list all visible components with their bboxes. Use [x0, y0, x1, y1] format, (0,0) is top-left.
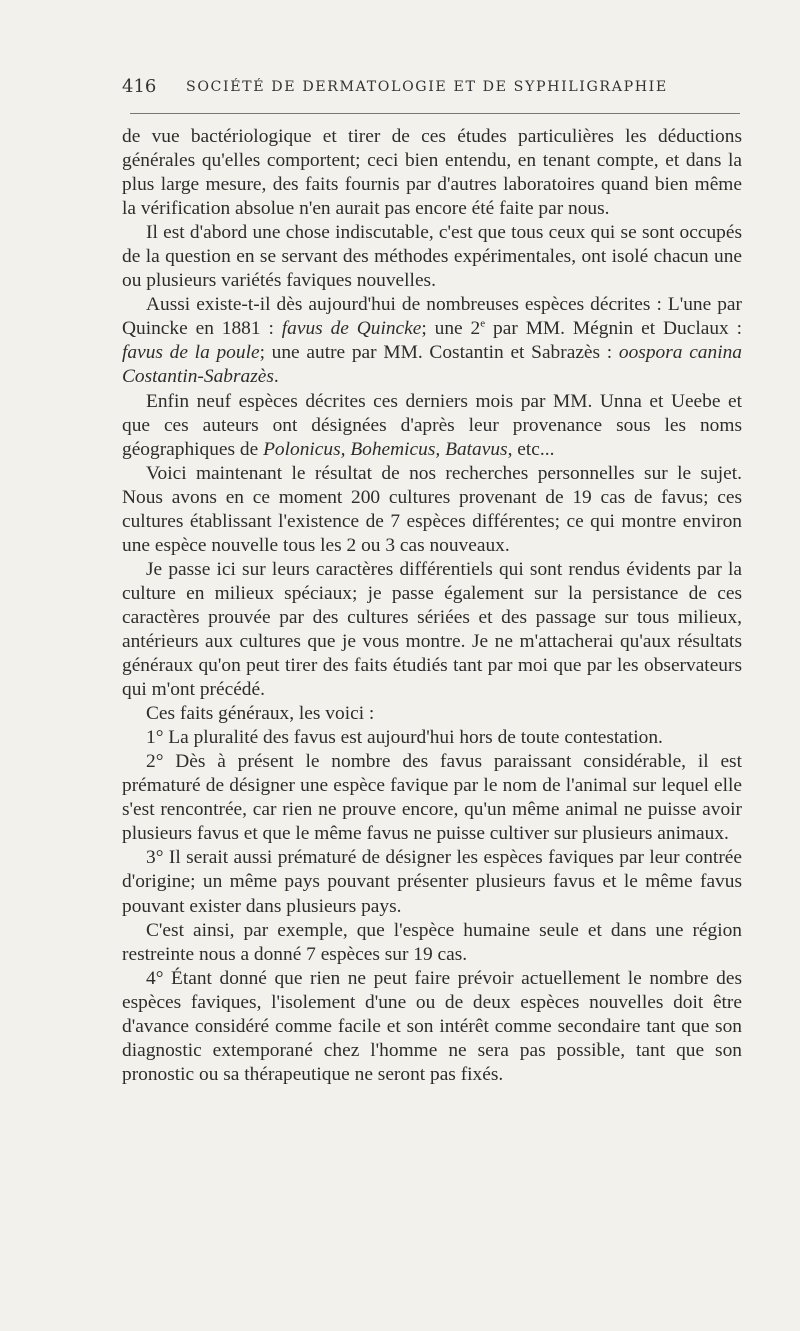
- paragraph-text: 3° Il serait aussi prématuré de désigner les espèces faviques par leur contrée d'origine; un même pays pouvant présenter plusieurs favus et le même favus pouvant exister dans plusieurs pays.: [122, 847, 742, 917]
- paragraph: [122, 390, 742, 462]
- body-text: [122, 125, 742, 1087]
- list-item: [122, 726, 742, 750]
- paragraph: [122, 702, 742, 726]
- paragraph-text: Ces faits généraux, les voici :: [146, 703, 375, 725]
- list-item: [122, 750, 742, 846]
- paragraph-text: ; une 2: [421, 318, 481, 340]
- paragraph-text: par MM. Mégnin et Duclaux :: [485, 318, 742, 340]
- species-name: Polonicus, Bohemicus, Batavus: [263, 438, 508, 460]
- paragraph-text: C'est ainsi, par exemple, que l'espèce humaine seule et dans une région restreinte nous a donné 7 espèces sur 19 cas.: [122, 919, 742, 965]
- paragraph: [122, 919, 742, 967]
- paragraph-text: 4° Étant donné que rien ne peut faire prévoir actuellement le nombre des espèces faviques, l'isolement d'une ou de deux espèces nouvelles doit être d'avance considéré comme facile et son intérêt comme secondaire tant que son diagnostic extemporané chez l'homme ne sera pas possible, tant que son pronostic ou sa thérapeutique ne seront pas fixés.: [122, 967, 742, 1085]
- paragraph-text: Enfin neuf espèces décrites ces derniers mois par MM. Unna et Ueebe et que ces auteurs ont désignées d'après leur provenance sous les noms géographiques de: [122, 390, 742, 460]
- paragraph: [122, 462, 742, 558]
- species-name: favus de Quincke: [281, 318, 422, 340]
- paragraph-text: , etc...: [507, 438, 555, 460]
- paragraph: [122, 293, 742, 389]
- page-header: [122, 76, 742, 102]
- page-number: 416: [122, 76, 157, 97]
- paragraph-text: de vue bactériologique et tirer de ces études particulières les déductions générales qu'elles comportent; ceci bien entendu, en tenant compte, et dans la plus large mesure, des faits fournis par d'autres laboratoires quand bien même la vérification absolue n'en aurait pas encore été faite par nous.: [122, 126, 742, 220]
- paragraph-continued: [122, 125, 742, 221]
- species-name: oospora canina Costantin-Sabrazès: [122, 342, 742, 388]
- paragraph-text: 2° Dès à présent le nombre des favus paraissant considérable, il est prématuré de désigner une espèce favique par le nom de l'animal sur lequel elle s'est rencontrée, car rien ne prouve encore, qu'un même animal ne puisse avoir plusieurs favus et que le même favus ne puisse cultiver sur plusieurs animaux.: [122, 751, 742, 845]
- list-item: [122, 967, 742, 1087]
- paragraph-text: Voici maintenant le résultat de nos recherches personnelles sur le sujet. Nous avons en ce moment 200 cultures provenant de 19 cas de favus; ces cultures établissant l'existence de 7 espèces différentes; ce qui montre environ une espèce nouvelle tous les 2 ou 3 cas nouveaux.: [122, 462, 742, 556]
- paragraph-text: 1° La pluralité des favus est aujourd'hui hors de toute contestation.: [146, 727, 663, 749]
- paragraph-text: Aussi existe-t-il dès aujourd'hui de nombreuses espèces décrites : L'une par Quincke en 1881 :: [122, 294, 742, 340]
- paragraph: [122, 221, 742, 293]
- superscript: e: [480, 317, 486, 330]
- paragraph-text: Il est d'abord une chose indiscutable, c'est que tous ceux qui se sont occupés de la question en se servant des méthodes expérimentales, ont isolé chacun une ou plusieurs variétés faviques nouvelles.: [122, 222, 742, 292]
- paragraph: [122, 558, 742, 702]
- list-item: [122, 846, 742, 918]
- header-rule: [130, 113, 740, 114]
- paragraph-text: .: [273, 366, 279, 388]
- paragraph-text: ; une autre par MM. Costantin et Sabrazès :: [259, 342, 619, 364]
- running-head: SOCIÉTÉ DE DERMATOLOGIE ET DE SYPHILIGRAPHIE: [186, 79, 668, 95]
- paragraph-text: Je passe ici sur leurs caractères différentiels qui sont rendus évidents par la culture en milieux spéciaux; je passe également sur la persistance de ces caractères prouvée par des cultures sériées et des passage sur tous milieux, antérieurs aux cultures que je vous montre. Je ne m'attacherai qu'aux résultats généraux qu'on peut tirer des faits étudiés tant par moi que par les observateurs qui m'ont précédé.: [122, 558, 742, 701]
- species-name: favus de la poule: [122, 342, 260, 364]
